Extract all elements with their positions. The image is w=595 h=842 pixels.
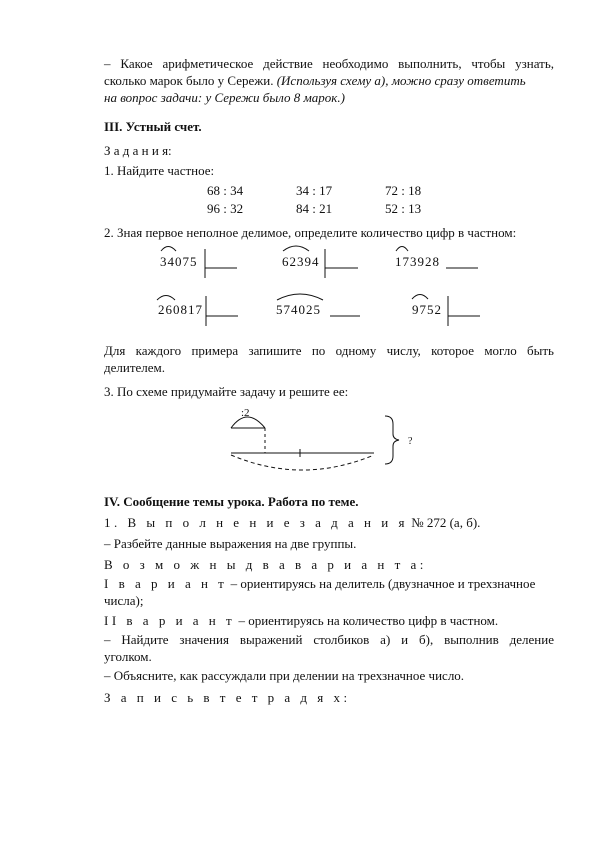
scheme-top-arc [231, 417, 265, 428]
quotient-r1-c3: 72 : 18 [385, 183, 422, 198]
variant-1-line [104, 575, 554, 592]
quotient-r1-c2: 34 : 17 [296, 183, 333, 198]
variant-2-label: II в а р и а н т [104, 613, 236, 628]
dividend-2: 62394 [282, 254, 320, 269]
scheme-brace [385, 416, 399, 464]
quotient-r2-c1: 96 : 32 [207, 201, 244, 216]
intro-line-2-text: сколько марок было у Сережи. [104, 73, 277, 88]
dividend-6: 9752 [412, 302, 442, 317]
exercise-number: № 272 (а, б). [407, 515, 481, 530]
section-3-heading: III. Устный счет. [104, 119, 202, 134]
quotient-r2-c2: 84 : 21 [296, 201, 333, 216]
find-values-line-1: – Найдите значения выражений столбиков а) и б), выполнив деление [104, 632, 554, 647]
intro-line-3: на вопрос задачи: у Сережи было 8 марок.) [104, 90, 345, 105]
variant-2-line [104, 612, 554, 629]
section-4-heading: IV. Сообщение темы урока. Работа по теме. [104, 494, 359, 509]
find-values-line-2: уголком. [104, 649, 152, 664]
divisor-note-line-1: Для каждого примера запишите по одному числу, которое могло быть [104, 343, 554, 358]
notebook-label: З а п и с ь в т е т р а д я х: [104, 690, 351, 705]
split-instruction: – Разбейте данные выражения на две группы. [104, 536, 357, 551]
variant-1-label: I в а р и а н т [104, 576, 228, 591]
variant-1-continuation: числа); [104, 593, 144, 608]
task-1: 1. Найдите частное: [104, 163, 215, 178]
exercise-line [104, 514, 554, 531]
divisor-note-line-2: делителем. [104, 360, 166, 375]
dividend-4: 260817 [158, 302, 203, 317]
dividend-5: 574025 [276, 302, 321, 317]
variants-label: В о з м о ж н ы д в а в а р и а н т а: [104, 557, 427, 572]
scheme-bottom-arc [231, 455, 374, 470]
dividend-3: 173928 [395, 254, 440, 269]
scheme-label: :2 [241, 407, 250, 419]
tasks-label: З а д а н и я: [104, 143, 172, 158]
quotient-r2-c3: 52 : 13 [385, 201, 422, 216]
task-3: 3. По схеме придумайте задачу и решите ее: [104, 384, 349, 399]
intro-line-1: – Какое арифметическое действие необходимо выполнить, чтобы узнать, [104, 56, 554, 71]
scheme-question-mark: ? [408, 436, 413, 447]
exercise-prefix: 1. В ы п о л н е н и е з а д а н и я [104, 515, 408, 530]
dividend-1: 34075 [160, 254, 198, 269]
variant-2-text: – ориентируясь на количество цифр в частном. [235, 613, 499, 628]
intro-line-2-italic: (Используя схему а), можно сразу ответить [276, 73, 526, 88]
quotient-r1-c1: 68 : 34 [207, 183, 244, 198]
task-2: 2. Зная первое неполное делимое, определите количество цифр в частном: [104, 225, 517, 240]
variant-1-text: – ориентируясь на делитель (двузначное и трехзначное [227, 576, 536, 591]
explain-instruction: – Объясните, как рассуждали при делении на трехзначное число. [104, 668, 465, 683]
